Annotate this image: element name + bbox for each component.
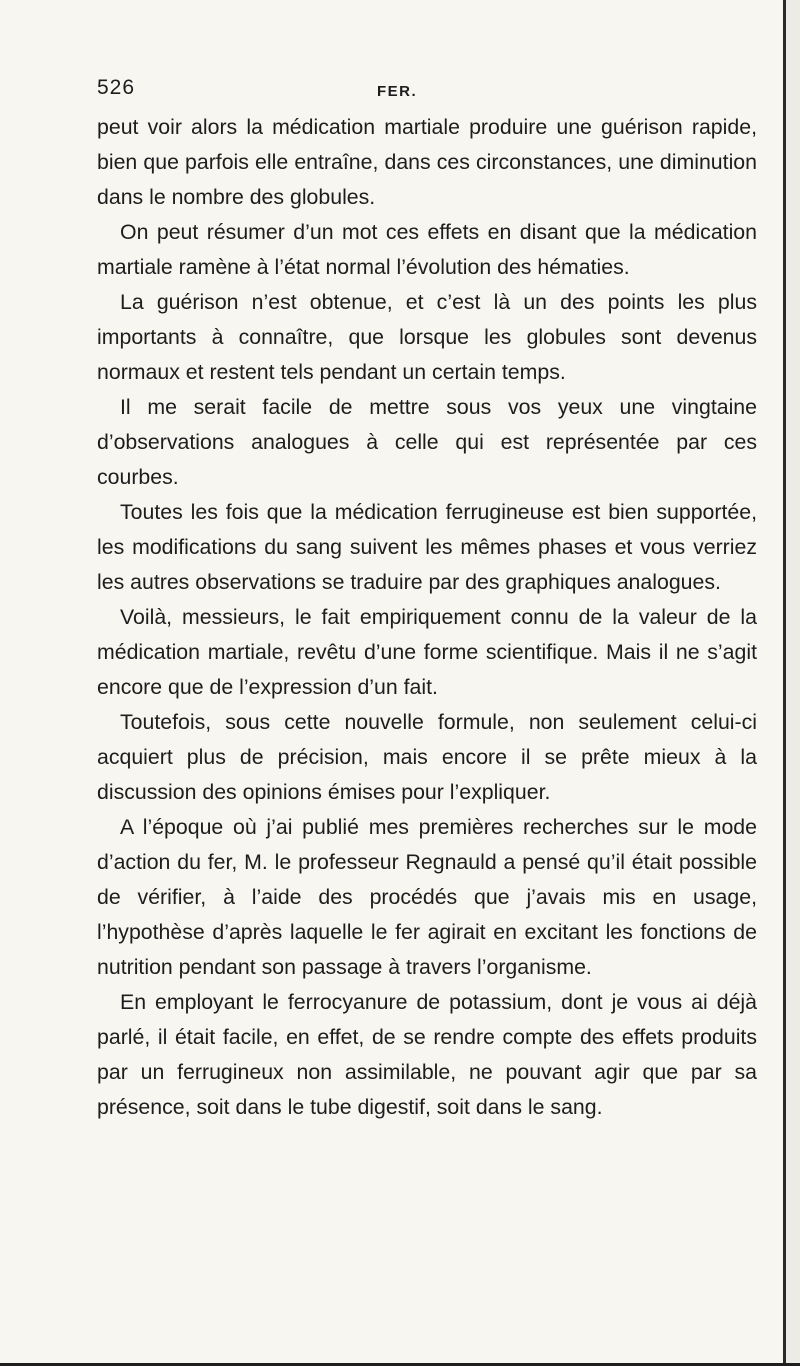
- paragraph: Toutefois, sous cette nouvelle formule, non seulement celui-ci acquiert plus de précision, mais encore il se prête mieux à la discussion des opinions émises pour l’expliquer.: [97, 710, 757, 804]
- page-number: 526: [97, 76, 136, 99]
- paragraph: La guérison n’est obtenue, et c’est là un des points les plus importants à connaître, que lorsque les globules sont devenus normaux et restent tels pendant un certain temps.: [97, 290, 757, 384]
- body-text: [97, 110, 757, 1125]
- paragraph: Voilà, messieurs, le fait empiriquement connu de la valeur de la médication martiale, revêtu d’une forme scientifique. Mais il ne s’agit encore que de l’expression d’un fait.: [97, 605, 757, 699]
- paragraph: Il me serait facile de mettre sous vos yeux une vingtaine d’observations analogues à celle qui est représentée par ces courbes.: [97, 395, 757, 489]
- paragraph: peut voir alors la médication martiale produire une guérison rapide, bien que parfois elle entraîne, dans ces circonstances, une diminution dans le nombre des globules.: [97, 115, 757, 209]
- page-edge-line: [783, 0, 786, 1366]
- page-edge-shadow: [786, 0, 800, 1366]
- paragraph: Toutes les fois que la médication ferrugineuse est bien supportée, les modifications du sang suivent les mêmes phases et vous verriez les autres observations se traduire par des graphiques analogues.: [97, 500, 757, 594]
- page-header: [97, 76, 757, 106]
- paragraph: A l’époque où j’ai publié mes premières recherches sur le mode d’action du fer, M. le professeur Regnauld a pensé qu’il était possible de vérifier, à l’aide des procédés que j’avais mis en usage, l’hypothèse d’après laquelle le fer agirait en excitant les fonctions de nutrition pendant son passage à travers l’organisme.: [97, 815, 757, 979]
- running-title: FER.: [377, 83, 418, 100]
- paragraph: On peut résumer d’un mot ces effets en disant que la médication martiale ramène à l’état normal l’évolution des hématies.: [97, 220, 757, 279]
- paragraph: En employant le ferrocyanure de potassium, dont je vous ai déjà parlé, il était facile, en effet, de se rendre compte des effets produits par un ferrugineux non assimilable, ne pouvant agir que par sa présence, soit dans le tube digestif, soit dans le sang.: [97, 990, 757, 1119]
